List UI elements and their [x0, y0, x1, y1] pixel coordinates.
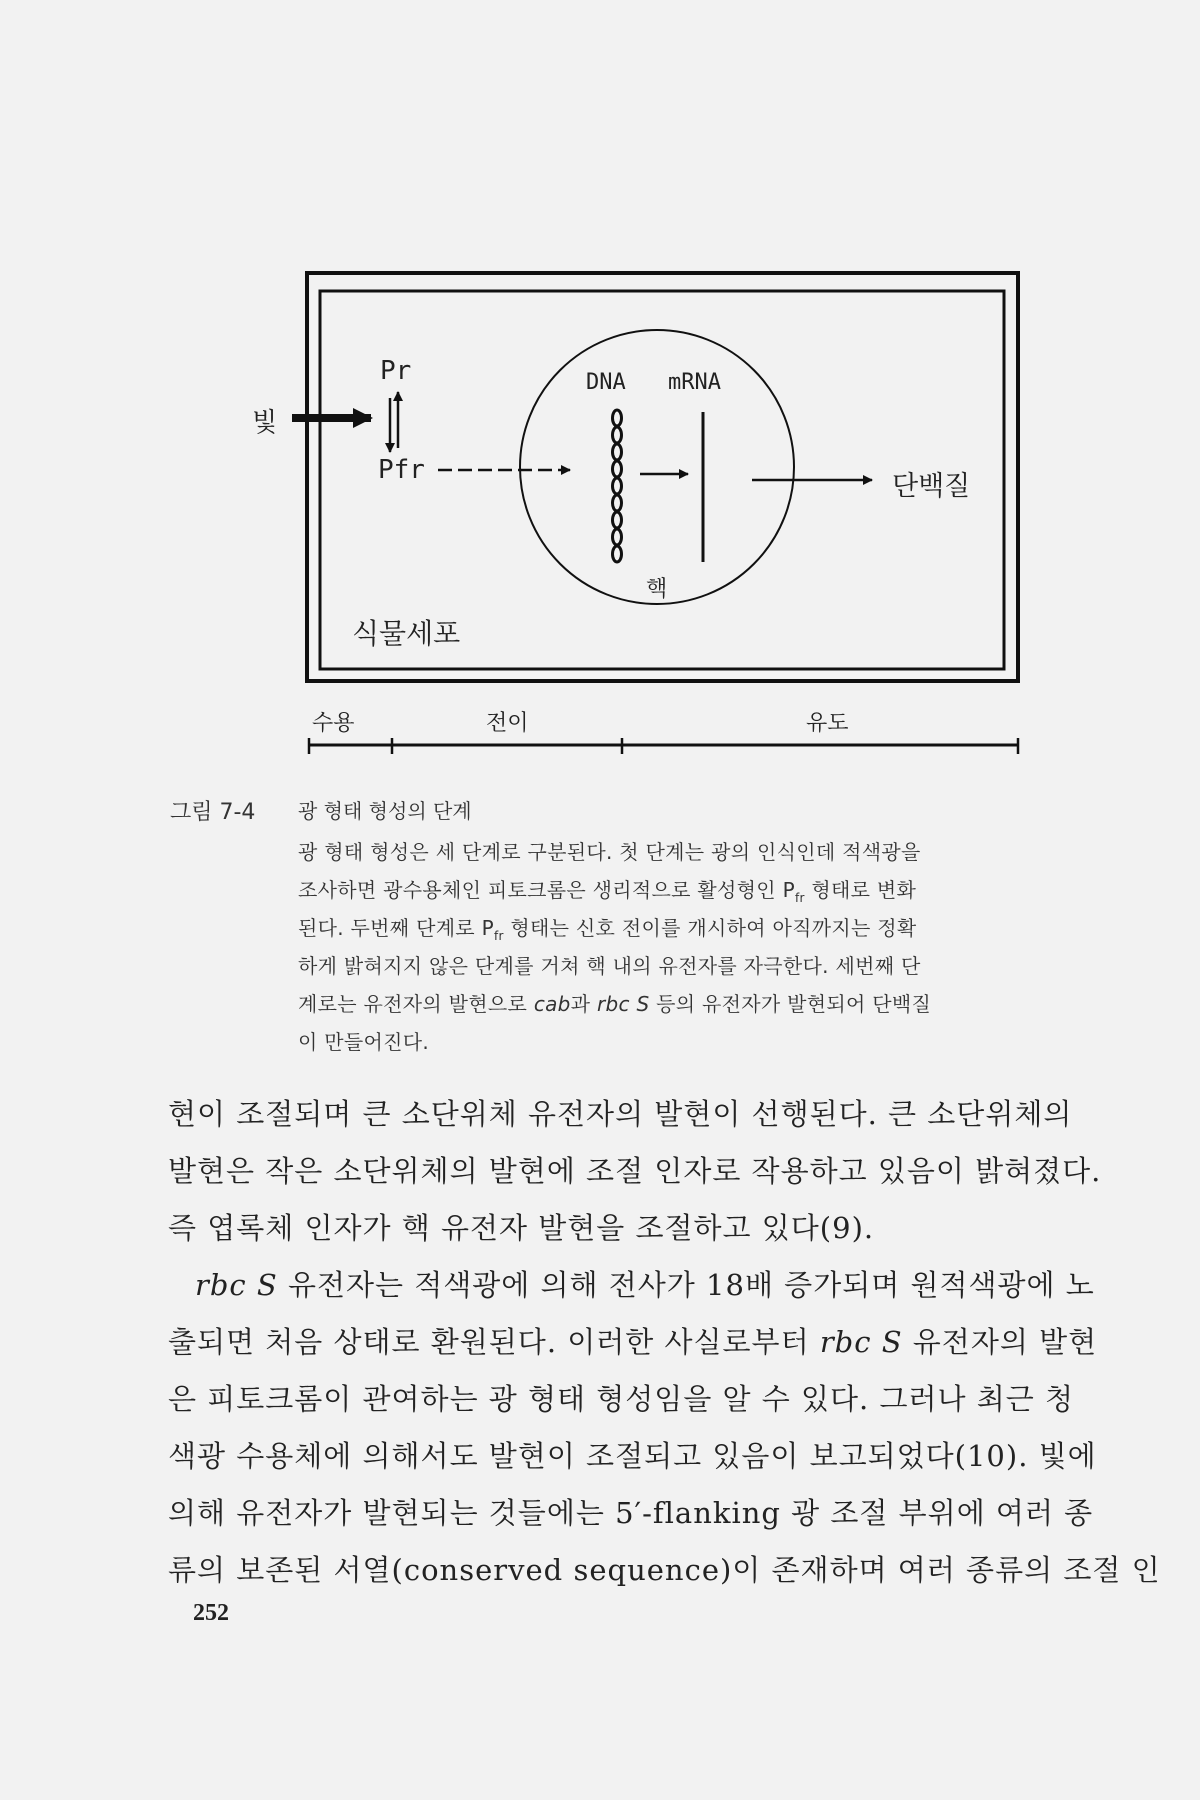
stage-transduction-label: 전이	[486, 711, 529, 736]
caption-line: 광 형태 형성은 세 단계로 구분된다. 첫 단계는 광의 인식인데 적색광을	[298, 840, 921, 864]
body-line: 의해 유전자가 발현되는 것들에는 5′-flanking 광 조절 부위에 여러 종	[168, 1496, 1094, 1530]
caption-line: 하게 밝혀지지 않은 단계를 거쳐 핵 내의 유전자를 자극한다. 세번째 단	[298, 954, 921, 978]
caption-line: 조사하면 광수용체인 피토크롬은 생리적으로 활성형인 $P_{fr}$ 형태로 변화	[298, 878, 917, 905]
body-line: 은 피토크롬이 관여하는 광 형태 형성임을 알 수 있다. 그러나 최근 청	[168, 1382, 1074, 1416]
dna-label: DNA	[586, 370, 626, 395]
body-line: 류의 보존된 서열(conserved sequence)이 존재하며 여러 종류의 조절 인	[168, 1553, 1161, 1587]
pfr-label: Pfr	[378, 455, 425, 485]
body-line: 즉 엽록체 인자가 핵 유전자 발현을 조절하고 있다(9).	[168, 1211, 875, 1245]
stage-reception-label: 수용	[312, 711, 355, 736]
light-label: 빛	[252, 408, 278, 438]
protein-label: 단백질	[892, 471, 971, 502]
caption-line: 이 만들어진다.	[298, 1030, 430, 1054]
nucleus-circle	[520, 330, 794, 604]
dna-chain	[613, 410, 622, 562]
mrna-label: mRNA	[668, 370, 721, 395]
body-line: 출되면 처음 상태로 환원된다. 이러한 사실로부터 rbc S 유전자의 발현	[168, 1325, 1098, 1359]
figure-title: 광 형태 형성의 단계	[298, 799, 472, 823]
body-line: 현이 조절되며 큰 소단위체 유전자의 발현이 선행된다. 큰 소단위체의	[168, 1097, 1073, 1131]
nucleus-label: 핵	[646, 577, 668, 602]
stage-induction-label: 유도	[806, 711, 849, 736]
figure-number: 그림 7-4	[170, 800, 256, 825]
caption-line: 된다. 두번째 단계로 $P_{fr}$ 형태는 신호 전이를 개시하여 아직까지는 정확	[298, 916, 917, 943]
caption-line: 계로는 유전자의 발현으로 cab과 rbc S 등의 유전자가 발현되어 단백질	[298, 992, 932, 1016]
body-line: rbc S 유전자는 적색광에 의해 전사가 18배 증가되며 원적색광에 노	[195, 1268, 1095, 1302]
body-line: 발현은 작은 소단위체의 발현에 조절 인자로 작용하고 있음이 밝혀졌다.	[168, 1154, 1102, 1188]
page-number: 252	[193, 1600, 229, 1626]
body-line: 색광 수용체에 의해서도 발현이 조절되고 있음이 보고되었다(10). 빛에	[168, 1439, 1097, 1473]
cell-label: 식물세포	[352, 617, 461, 650]
pr-label: Pr	[380, 356, 412, 386]
